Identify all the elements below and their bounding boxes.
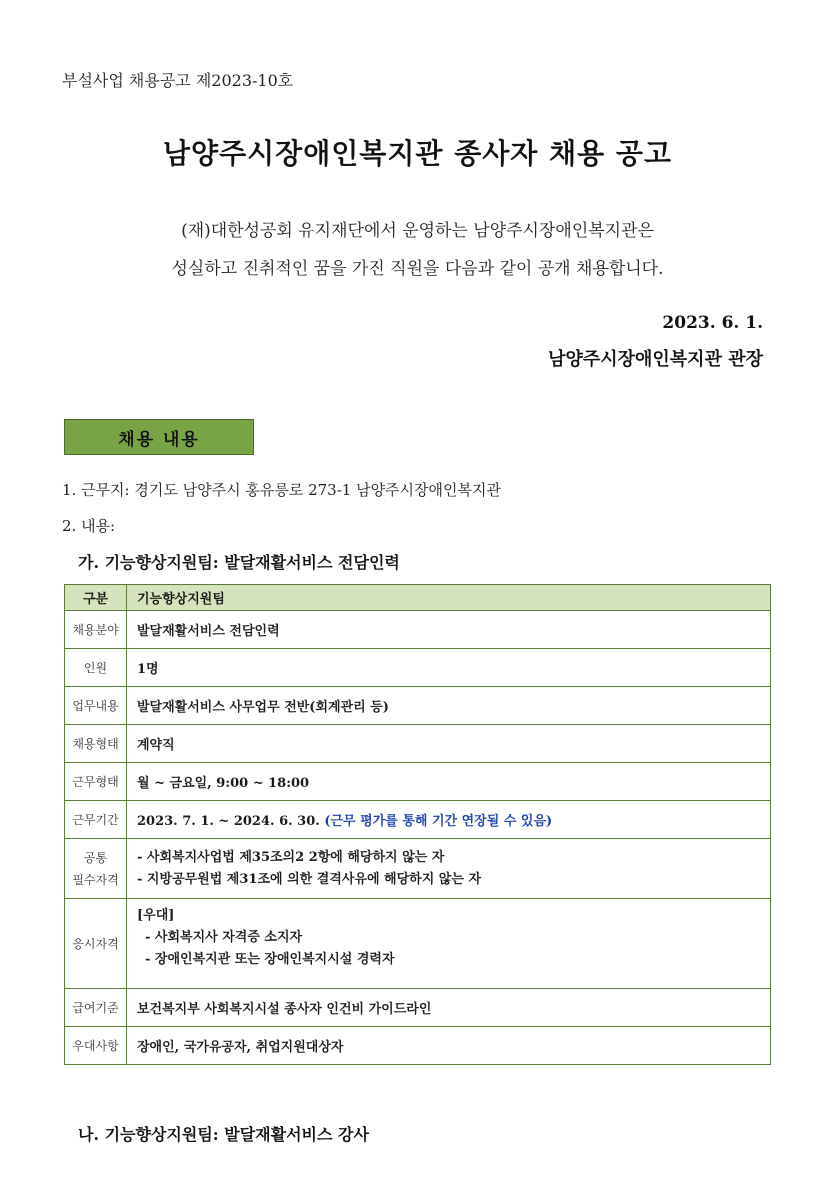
row-value bbox=[127, 899, 771, 989]
table-header-value: 기능향상지원팀 bbox=[127, 585, 771, 611]
row-label-line-1: 공통 bbox=[83, 850, 108, 865]
table-row bbox=[65, 839, 771, 899]
row-label: 근무형태 bbox=[65, 763, 127, 801]
row-label-line-2: 필수자격 bbox=[72, 872, 119, 887]
table-header-label: 구분 bbox=[65, 585, 127, 611]
row-value: 장애인, 국가유공자, 취업지원대상자 bbox=[127, 1027, 771, 1065]
row-label: 인원 bbox=[65, 649, 127, 687]
table-row bbox=[65, 899, 771, 989]
row-label: 우대사항 bbox=[65, 1027, 127, 1065]
row-value: 계약직 bbox=[127, 725, 771, 763]
org-signature: 남양주시장애인복지관 관장 bbox=[548, 349, 763, 370]
row-value: 보건복지부 사회복지시설 종사자 인건비 가이드라인 bbox=[127, 989, 771, 1027]
row-value bbox=[127, 801, 771, 839]
subsection-b-heading: 나. 기능향상지원팀: 발달재활서비스 강사 bbox=[78, 1125, 369, 1144]
notice-date: 2023. 6. 1. bbox=[662, 313, 763, 333]
row-label: 업무내용 bbox=[65, 687, 127, 725]
row-label: 응시자격 bbox=[65, 899, 127, 989]
intro-line-1: (재)대한성공회 유지재단에서 운영하는 남양주시장애인복지관은 bbox=[181, 221, 654, 241]
row-value: 1명 bbox=[127, 649, 771, 687]
table-row bbox=[65, 611, 771, 649]
page-title: 남양주시장애인복지관 종사자 채용 공고 bbox=[162, 137, 673, 170]
section-label bbox=[64, 419, 254, 455]
row-value bbox=[127, 839, 771, 899]
recruitment-table bbox=[64, 584, 771, 1065]
table-row bbox=[65, 725, 771, 763]
subsection-a-heading: 가. 기능향상지원팀: 발달재활서비스 전담인력 bbox=[78, 553, 400, 572]
preference-heading: [우대] bbox=[137, 908, 175, 923]
notice-number: 부설사업 채용공고 제2023-10호 bbox=[62, 71, 294, 90]
preference-line-2: - 장애인복지관 또는 장애인복지시설 경력자 bbox=[145, 952, 395, 967]
requirement-line-1: - 사회복지사업법 제35조의2 2항에 해당하지 않는 자 bbox=[137, 849, 445, 865]
table-row bbox=[65, 763, 771, 801]
preference-line-1: - 사회복지사 자격증 소지자 bbox=[145, 930, 303, 945]
intro-line-2: 성실하고 진취적인 꿈을 가진 직원을 다음과 같이 공개 채용합니다. bbox=[171, 259, 664, 279]
table-row bbox=[65, 649, 771, 687]
workplace-item: 1. 근무지: 경기도 남양주시 홍유릉로 273-1 남양주시장애인복지관 bbox=[62, 481, 501, 499]
table-row bbox=[65, 801, 771, 839]
section-label-text: 채용 내용 bbox=[118, 429, 200, 450]
row-value: 발달재활서비스 전담인력 bbox=[127, 611, 771, 649]
requirement-line-2: - 지방공무원법 제31조에 의한 결격사유에 해당하지 않는 자 bbox=[137, 871, 482, 887]
period-extension-note: (근무 평가를 통해 기간 연장될 수 있음) bbox=[324, 814, 553, 829]
table-row bbox=[65, 989, 771, 1027]
table-header-row bbox=[65, 585, 771, 611]
row-label: 근무기간 bbox=[65, 801, 127, 839]
row-value: 발달재활서비스 사무업무 전반(회계관리 등) bbox=[127, 687, 771, 725]
row-label: 급여기준 bbox=[65, 989, 127, 1027]
row-label bbox=[65, 839, 127, 899]
row-label: 채용분야 bbox=[65, 611, 127, 649]
period-value: 2023. 7. 1. ~ 2024. 6. 30. bbox=[137, 814, 320, 829]
row-label: 채용형태 bbox=[65, 725, 127, 763]
table-row bbox=[65, 1027, 771, 1065]
row-value: 월 ~ 금요일, 9:00 ~ 18:00 bbox=[127, 763, 771, 801]
content-item: 2. 내용: bbox=[62, 517, 116, 535]
table-row bbox=[65, 687, 771, 725]
